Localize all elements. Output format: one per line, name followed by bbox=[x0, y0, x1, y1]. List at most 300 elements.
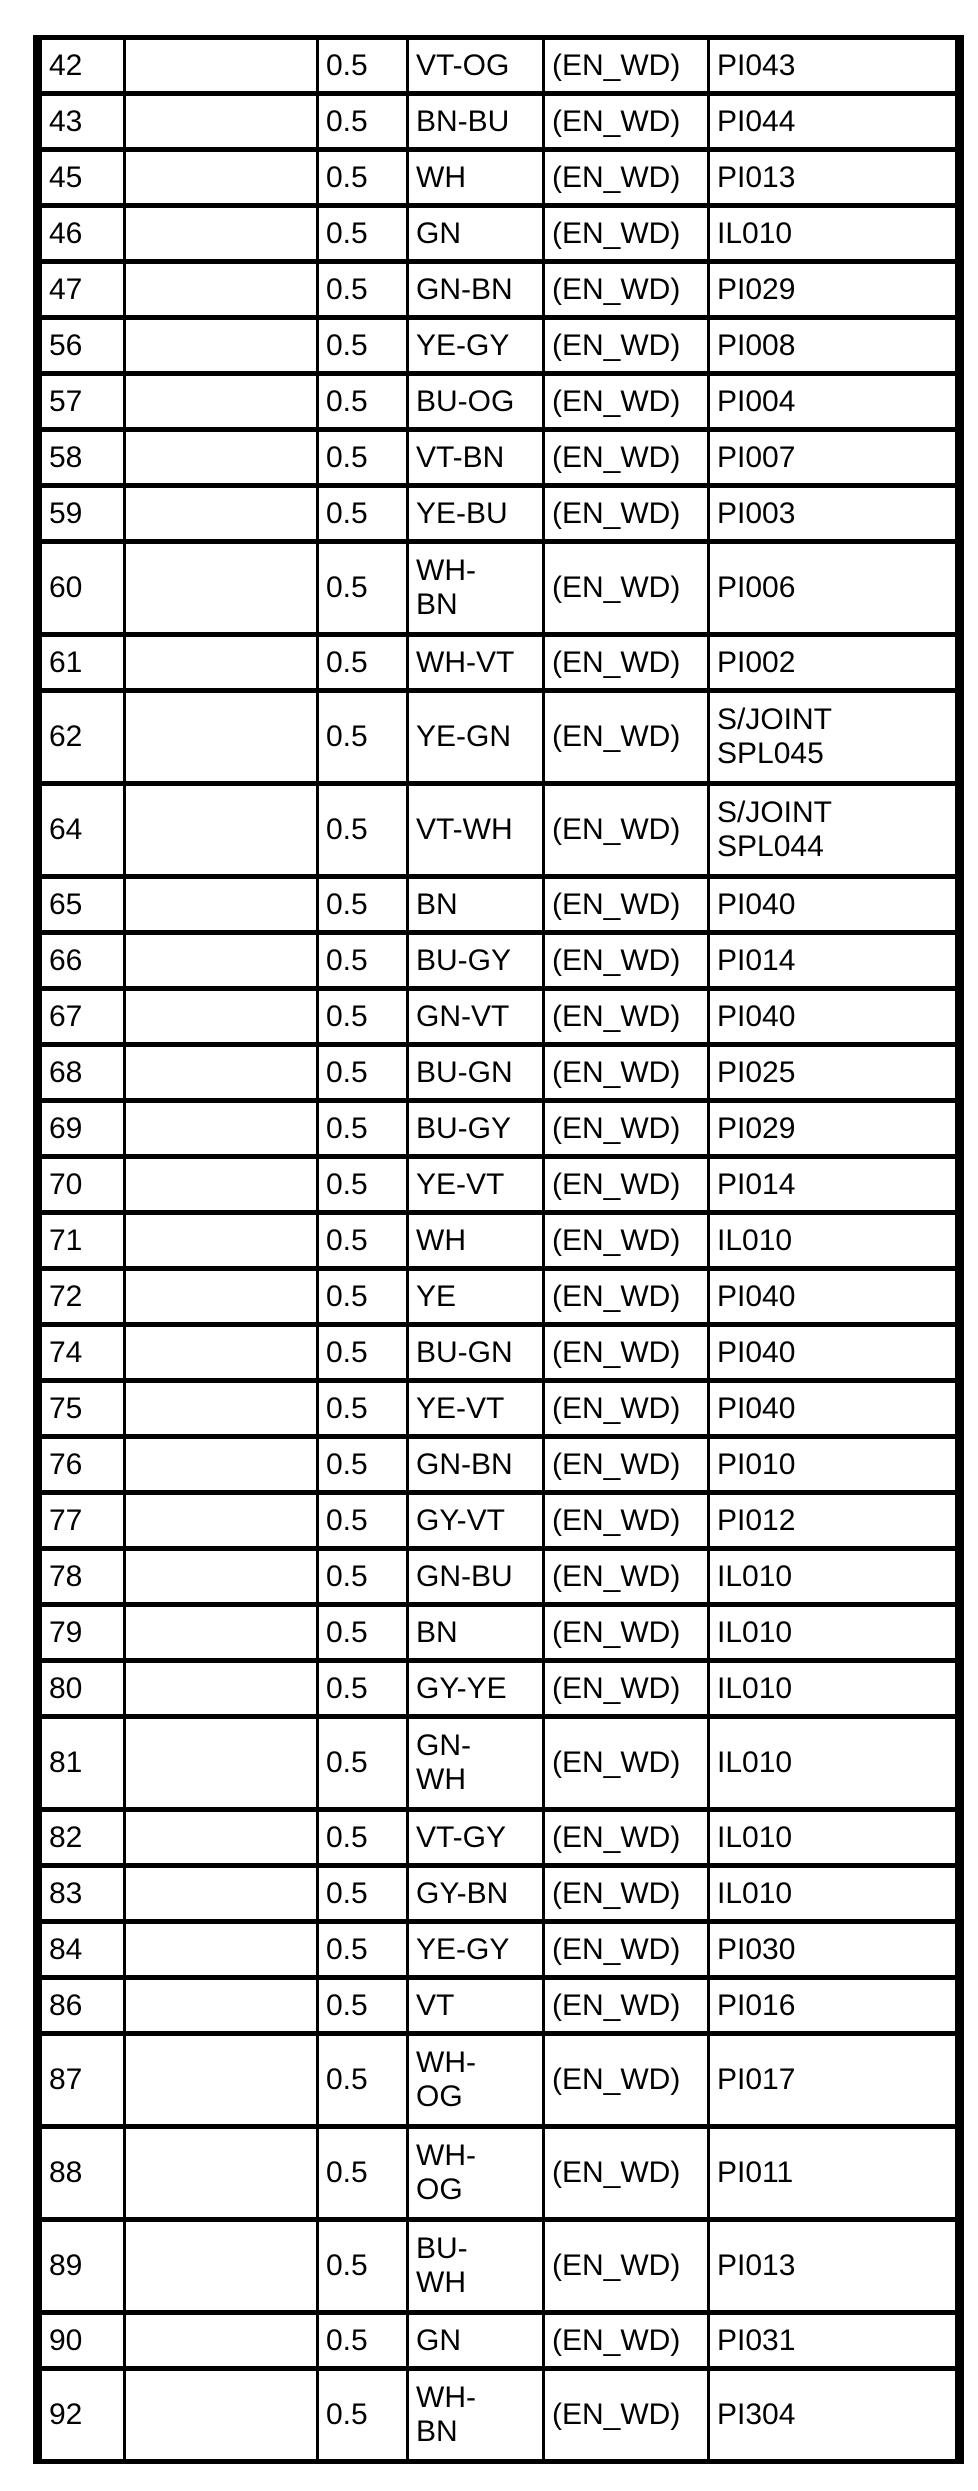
wire-color-text: WH bbox=[416, 2266, 466, 2299]
wire-size-cell: 0.5 bbox=[318, 1978, 408, 2034]
wire-size-cell: 0.5 bbox=[318, 206, 408, 262]
destination-cell bbox=[709, 2034, 960, 2127]
pin-number-cell: 82 bbox=[38, 1810, 125, 1866]
wire-color-cell bbox=[408, 542, 544, 635]
wire-color-cell bbox=[408, 1269, 544, 1325]
wire-size-cell: 0.5 bbox=[318, 1381, 408, 1437]
wire-color-text: VT bbox=[416, 1988, 455, 2022]
wire-size-cell: 0.5 bbox=[318, 2034, 408, 2127]
wire-color-text: WH bbox=[416, 1223, 466, 1257]
table-row bbox=[38, 318, 960, 374]
wire-size-cell: 0.5 bbox=[318, 1922, 408, 1978]
option-code-cell: (EN_WD) bbox=[544, 989, 709, 1045]
wire-size-cell: 0.5 bbox=[318, 933, 408, 989]
table-row bbox=[38, 933, 960, 989]
wire-color-text: VT-WH bbox=[416, 813, 513, 846]
table-row bbox=[38, 1549, 960, 1605]
destination-cell bbox=[709, 1978, 960, 2034]
wire-size-cell: 0.5 bbox=[318, 1810, 408, 1866]
wire-size-cell: 0.5 bbox=[318, 38, 408, 94]
wire-color-cell bbox=[408, 2313, 544, 2369]
wire-color-text: GN-BN bbox=[416, 272, 513, 306]
table-row bbox=[38, 784, 960, 877]
circuit-cell bbox=[125, 784, 318, 877]
circuit-cell bbox=[125, 1213, 318, 1269]
pin-number-cell: 59 bbox=[38, 486, 125, 542]
option-code-cell: (EN_WD) bbox=[544, 486, 709, 542]
table-row bbox=[38, 1810, 960, 1866]
destination-cell bbox=[709, 206, 960, 262]
circuit-cell bbox=[125, 1325, 318, 1381]
destination-cell bbox=[709, 542, 960, 635]
destination-text: PI040 bbox=[717, 1335, 796, 1369]
table-row bbox=[38, 989, 960, 1045]
destination-text: PI029 bbox=[717, 272, 796, 306]
circuit-cell bbox=[125, 2034, 318, 2127]
wire-color-cell bbox=[408, 262, 544, 318]
option-code-cell: (EN_WD) bbox=[544, 1810, 709, 1866]
pin-number-cell: 78 bbox=[38, 1549, 125, 1605]
destination-cell bbox=[709, 38, 960, 94]
wire-color-text: BU-OG bbox=[416, 384, 515, 418]
wire-size-cell: 0.5 bbox=[318, 1325, 408, 1381]
circuit-cell bbox=[125, 635, 318, 691]
circuit-cell bbox=[125, 2220, 318, 2313]
wire-size-cell: 0.5 bbox=[318, 1605, 408, 1661]
wire-color-text: VT-OG bbox=[416, 48, 510, 82]
wire-size-cell: 0.5 bbox=[318, 1549, 408, 1605]
option-code-cell: (EN_WD) bbox=[544, 1269, 709, 1325]
wire-color-cell bbox=[408, 2034, 544, 2127]
circuit-cell bbox=[125, 374, 318, 430]
pin-number-cell: 76 bbox=[38, 1437, 125, 1493]
table-row bbox=[38, 877, 960, 933]
circuit-cell bbox=[125, 1157, 318, 1213]
option-code-cell: (EN_WD) bbox=[544, 1325, 709, 1381]
table-row bbox=[38, 2034, 960, 2127]
pin-number-cell: 46 bbox=[38, 206, 125, 262]
wire-color-cell bbox=[408, 933, 544, 989]
wire-color-text: BU-GN bbox=[416, 1055, 513, 1089]
destination-cell bbox=[709, 1045, 960, 1101]
destination-text: PI016 bbox=[717, 1988, 796, 2022]
option-code-cell: (EN_WD) bbox=[544, 1213, 709, 1269]
wire-color-cell bbox=[408, 486, 544, 542]
table-row bbox=[38, 1493, 960, 1549]
pin-number-cell: 77 bbox=[38, 1493, 125, 1549]
destination-cell bbox=[709, 1605, 960, 1661]
table-row bbox=[38, 2369, 960, 2462]
option-code-cell: (EN_WD) bbox=[544, 1549, 709, 1605]
option-code-cell: (EN_WD) bbox=[544, 1866, 709, 1922]
wire-color-cell bbox=[408, 150, 544, 206]
circuit-cell bbox=[125, 1922, 318, 1978]
wire-color-text: GN bbox=[416, 216, 461, 250]
pin-number-cell: 62 bbox=[38, 691, 125, 784]
destination-text: PI040 bbox=[717, 999, 796, 1033]
pin-table-body bbox=[38, 38, 960, 2462]
option-code-cell: (EN_WD) bbox=[544, 2369, 709, 2462]
wire-size-cell: 0.5 bbox=[318, 94, 408, 150]
circuit-cell bbox=[125, 1717, 318, 1810]
destination-text: PI010 bbox=[717, 1447, 796, 1481]
wire-color-cell bbox=[408, 1922, 544, 1978]
pin-number-cell: 71 bbox=[38, 1213, 125, 1269]
circuit-cell bbox=[125, 38, 318, 94]
wire-color-cell bbox=[408, 374, 544, 430]
pin-number-cell: 61 bbox=[38, 635, 125, 691]
option-code-cell: (EN_WD) bbox=[544, 635, 709, 691]
table-row bbox=[38, 1605, 960, 1661]
pin-number-cell: 69 bbox=[38, 1101, 125, 1157]
wire-color-text: BN bbox=[416, 2415, 458, 2448]
pin-number-cell: 70 bbox=[38, 1157, 125, 1213]
wire-color-text: OG bbox=[416, 2080, 463, 2113]
destination-cell bbox=[709, 877, 960, 933]
table-row bbox=[38, 150, 960, 206]
wire-color-cell bbox=[408, 2220, 544, 2313]
destination-text: PI031 bbox=[717, 2323, 796, 2357]
wire-color-cell bbox=[408, 1810, 544, 1866]
destination-text: PI017 bbox=[717, 2063, 796, 2096]
pin-number-cell: 43 bbox=[38, 94, 125, 150]
circuit-cell bbox=[125, 94, 318, 150]
wire-color-text: BU-GN bbox=[416, 1335, 513, 1369]
wire-color-cell bbox=[408, 1045, 544, 1101]
destination-cell bbox=[709, 374, 960, 430]
table-row bbox=[38, 1978, 960, 2034]
destination-cell bbox=[709, 150, 960, 206]
wire-size-cell: 0.5 bbox=[318, 2369, 408, 2462]
destination-text: SPL044 bbox=[717, 830, 824, 863]
option-code-cell: (EN_WD) bbox=[544, 1717, 709, 1810]
pin-number-cell: 66 bbox=[38, 933, 125, 989]
destination-text: PI014 bbox=[717, 1167, 796, 1201]
pin-number-cell: 74 bbox=[38, 1325, 125, 1381]
table-row bbox=[38, 1325, 960, 1381]
wire-color-text: GY-YE bbox=[416, 1671, 507, 1705]
destination-text: PI007 bbox=[717, 440, 796, 474]
wire-color-text: BN bbox=[416, 887, 458, 921]
circuit-cell bbox=[125, 1437, 318, 1493]
option-code-cell: (EN_WD) bbox=[544, 430, 709, 486]
circuit-cell bbox=[125, 1866, 318, 1922]
wire-size-cell: 0.5 bbox=[318, 989, 408, 1045]
option-code-cell: (EN_WD) bbox=[544, 691, 709, 784]
destination-cell bbox=[709, 430, 960, 486]
destination-cell bbox=[709, 2220, 960, 2313]
pin-number-cell: 89 bbox=[38, 2220, 125, 2313]
wire-color-cell bbox=[408, 1978, 544, 2034]
pin-number-cell: 57 bbox=[38, 374, 125, 430]
option-code-cell: (EN_WD) bbox=[544, 1661, 709, 1717]
wire-size-cell: 0.5 bbox=[318, 374, 408, 430]
destination-text: PI040 bbox=[717, 887, 796, 921]
destination-cell bbox=[709, 1269, 960, 1325]
destination-text: IL010 bbox=[717, 1746, 793, 1779]
destination-cell bbox=[709, 1549, 960, 1605]
pin-number-cell: 60 bbox=[38, 542, 125, 635]
destination-text: SPL045 bbox=[717, 737, 824, 770]
wire-color-text: GN- bbox=[416, 1729, 471, 1762]
destination-text: PI040 bbox=[717, 1391, 796, 1425]
wire-color-cell bbox=[408, 1866, 544, 1922]
table-row bbox=[38, 94, 960, 150]
pin-number-cell: 75 bbox=[38, 1381, 125, 1437]
wire-color-text: YE-GY bbox=[416, 1932, 510, 1966]
destination-cell bbox=[709, 2313, 960, 2369]
wire-size-cell: 0.5 bbox=[318, 784, 408, 877]
destination-text: IL010 bbox=[717, 1671, 793, 1705]
option-code-cell: (EN_WD) bbox=[544, 542, 709, 635]
wire-color-cell bbox=[408, 1101, 544, 1157]
option-code-cell: (EN_WD) bbox=[544, 1437, 709, 1493]
wire-size-cell: 0.5 bbox=[318, 2127, 408, 2220]
destination-text: PI044 bbox=[717, 104, 796, 138]
destination-text: IL010 bbox=[717, 1615, 793, 1649]
pin-number-cell: 56 bbox=[38, 318, 125, 374]
wire-color-cell bbox=[408, 989, 544, 1045]
option-code-cell: (EN_WD) bbox=[544, 318, 709, 374]
wire-color-cell bbox=[408, 318, 544, 374]
option-code-cell: (EN_WD) bbox=[544, 1605, 709, 1661]
circuit-cell bbox=[125, 262, 318, 318]
table-row bbox=[38, 1866, 960, 1922]
wire-size-cell: 0.5 bbox=[318, 1213, 408, 1269]
wire-color-cell bbox=[408, 1549, 544, 1605]
destination-cell bbox=[709, 1101, 960, 1157]
wire-color-cell bbox=[408, 38, 544, 94]
wire-color-text: BU-GY bbox=[416, 943, 512, 977]
pin-number-cell: 83 bbox=[38, 1866, 125, 1922]
destination-cell bbox=[709, 1325, 960, 1381]
circuit-cell bbox=[125, 1101, 318, 1157]
wire-color-text: BN bbox=[416, 588, 458, 621]
wire-color-cell bbox=[408, 94, 544, 150]
destination-text: PI002 bbox=[717, 645, 796, 679]
wire-color-text: VT-GY bbox=[416, 1820, 507, 1854]
circuit-cell bbox=[125, 877, 318, 933]
destination-cell bbox=[709, 635, 960, 691]
option-code-cell: (EN_WD) bbox=[544, 2220, 709, 2313]
wire-color-text: GY-BN bbox=[416, 1876, 509, 1910]
pin-number-cell: 88 bbox=[38, 2127, 125, 2220]
circuit-cell bbox=[125, 2127, 318, 2220]
wire-size-cell: 0.5 bbox=[318, 150, 408, 206]
option-code-cell: (EN_WD) bbox=[544, 374, 709, 430]
wire-size-cell: 0.5 bbox=[318, 691, 408, 784]
table-row bbox=[38, 1381, 960, 1437]
wire-color-cell bbox=[408, 1381, 544, 1437]
pin-number-cell: 67 bbox=[38, 989, 125, 1045]
destination-text: PI003 bbox=[717, 496, 796, 530]
pin-number-cell: 79 bbox=[38, 1605, 125, 1661]
destination-cell bbox=[709, 1493, 960, 1549]
pin-number-cell: 42 bbox=[38, 38, 125, 94]
wire-size-cell: 0.5 bbox=[318, 318, 408, 374]
wire-color-text: YE bbox=[416, 1279, 457, 1313]
circuit-cell bbox=[125, 1549, 318, 1605]
pin-number-cell: 68 bbox=[38, 1045, 125, 1101]
destination-text: IL010 bbox=[717, 1223, 793, 1257]
option-code-cell: (EN_WD) bbox=[544, 1157, 709, 1213]
wire-color-cell bbox=[408, 1661, 544, 1717]
pin-number-cell: 47 bbox=[38, 262, 125, 318]
table-row bbox=[38, 2127, 960, 2220]
pin-number-cell: 84 bbox=[38, 1922, 125, 1978]
destination-text: S/JOINT bbox=[717, 703, 833, 736]
pin-number-cell: 92 bbox=[38, 2369, 125, 2462]
circuit-cell bbox=[125, 206, 318, 262]
wire-color-cell bbox=[408, 1493, 544, 1549]
pin-number-cell: 58 bbox=[38, 430, 125, 486]
option-code-cell: (EN_WD) bbox=[544, 877, 709, 933]
wire-color-text: YE-GN bbox=[416, 720, 512, 753]
wire-color-cell bbox=[408, 1437, 544, 1493]
wire-color-cell bbox=[408, 1717, 544, 1810]
destination-cell bbox=[709, 318, 960, 374]
option-code-cell: (EN_WD) bbox=[544, 933, 709, 989]
wire-color-cell bbox=[408, 784, 544, 877]
circuit-cell bbox=[125, 318, 318, 374]
circuit-cell bbox=[125, 933, 318, 989]
option-code-cell: (EN_WD) bbox=[544, 784, 709, 877]
option-code-cell: (EN_WD) bbox=[544, 1381, 709, 1437]
pin-number-cell: 81 bbox=[38, 1717, 125, 1810]
wire-color-text: WH bbox=[416, 160, 466, 194]
wire-color-text: YE-VT bbox=[416, 1167, 505, 1201]
wire-color-cell bbox=[408, 1157, 544, 1213]
circuit-cell bbox=[125, 1381, 318, 1437]
destination-text: PI013 bbox=[717, 160, 796, 194]
option-code-cell: (EN_WD) bbox=[544, 38, 709, 94]
destination-text: PI011 bbox=[717, 2156, 794, 2189]
circuit-cell bbox=[125, 430, 318, 486]
option-code-cell: (EN_WD) bbox=[544, 94, 709, 150]
table-row bbox=[38, 1101, 960, 1157]
table-row bbox=[38, 486, 960, 542]
wire-color-text: WH- bbox=[416, 2046, 476, 2079]
destination-cell bbox=[709, 933, 960, 989]
table-row bbox=[38, 206, 960, 262]
wire-size-cell: 0.5 bbox=[318, 486, 408, 542]
wire-color-text: WH-VT bbox=[416, 645, 515, 679]
wire-size-cell: 0.5 bbox=[318, 1866, 408, 1922]
destination-text: PI304 bbox=[717, 2398, 796, 2431]
option-code-cell: (EN_WD) bbox=[544, 1493, 709, 1549]
wire-color-cell bbox=[408, 430, 544, 486]
pin-number-cell: 87 bbox=[38, 2034, 125, 2127]
destination-cell bbox=[709, 486, 960, 542]
option-code-cell: (EN_WD) bbox=[544, 2313, 709, 2369]
wire-color-text: GN bbox=[416, 2323, 461, 2357]
wire-size-cell: 0.5 bbox=[318, 1157, 408, 1213]
wire-color-cell bbox=[408, 1605, 544, 1661]
table-row bbox=[38, 1661, 960, 1717]
wire-size-cell: 0.5 bbox=[318, 2220, 408, 2313]
destination-text: PI040 bbox=[717, 1279, 796, 1313]
destination-cell bbox=[709, 1810, 960, 1866]
table-row bbox=[38, 262, 960, 318]
wire-color-text: GN-BU bbox=[416, 1559, 513, 1593]
wire-color-text: YE-VT bbox=[416, 1391, 505, 1425]
wire-color-text: WH bbox=[416, 1763, 466, 1796]
table-row bbox=[38, 38, 960, 94]
option-code-cell: (EN_WD) bbox=[544, 1101, 709, 1157]
destination-cell bbox=[709, 989, 960, 1045]
destination-text: PI012 bbox=[717, 1503, 796, 1537]
circuit-cell bbox=[125, 1661, 318, 1717]
pin-number-cell: 64 bbox=[38, 784, 125, 877]
option-code-cell: (EN_WD) bbox=[544, 2034, 709, 2127]
wire-color-cell bbox=[408, 206, 544, 262]
destination-text: PI004 bbox=[717, 384, 796, 418]
circuit-cell bbox=[125, 1978, 318, 2034]
wire-color-text: WH- bbox=[416, 2381, 476, 2414]
circuit-cell bbox=[125, 691, 318, 784]
option-code-cell: (EN_WD) bbox=[544, 262, 709, 318]
circuit-cell bbox=[125, 1045, 318, 1101]
wire-size-cell: 0.5 bbox=[318, 2313, 408, 2369]
destination-cell bbox=[709, 94, 960, 150]
destination-text: IL010 bbox=[717, 1820, 793, 1854]
circuit-cell bbox=[125, 542, 318, 635]
table-row bbox=[38, 1437, 960, 1493]
table-row bbox=[38, 1157, 960, 1213]
pin-number-cell: 90 bbox=[38, 2313, 125, 2369]
wire-color-text: OG bbox=[416, 2173, 463, 2206]
wire-color-cell bbox=[408, 635, 544, 691]
destination-text: PI008 bbox=[717, 328, 796, 362]
option-code-cell: (EN_WD) bbox=[544, 1978, 709, 2034]
circuit-cell bbox=[125, 2369, 318, 2462]
table-row bbox=[38, 1213, 960, 1269]
destination-cell bbox=[709, 1213, 960, 1269]
wire-color-text: WH- bbox=[416, 554, 476, 587]
destination-text: PI013 bbox=[717, 2249, 796, 2282]
wire-color-cell bbox=[408, 691, 544, 784]
wire-size-cell: 0.5 bbox=[318, 430, 408, 486]
connector-pin-table bbox=[33, 35, 964, 2464]
option-code-cell: (EN_WD) bbox=[544, 1045, 709, 1101]
circuit-cell bbox=[125, 2313, 318, 2369]
wire-size-cell: 0.5 bbox=[318, 1045, 408, 1101]
destination-text: PI025 bbox=[717, 1055, 796, 1089]
destination-text: PI014 bbox=[717, 943, 796, 977]
wire-size-cell: 0.5 bbox=[318, 1101, 408, 1157]
circuit-cell bbox=[125, 1810, 318, 1866]
wire-color-text: BN bbox=[416, 1615, 458, 1649]
table-row bbox=[38, 1045, 960, 1101]
pin-number-cell: 72 bbox=[38, 1269, 125, 1325]
destination-cell bbox=[709, 2127, 960, 2220]
destination-cell bbox=[709, 1717, 960, 1810]
wire-color-text: BU-GY bbox=[416, 1111, 512, 1145]
table-row bbox=[38, 2220, 960, 2313]
destination-text: PI006 bbox=[717, 571, 796, 604]
destination-cell bbox=[709, 1437, 960, 1493]
table-row bbox=[38, 635, 960, 691]
destination-cell bbox=[709, 1157, 960, 1213]
table-row bbox=[38, 2313, 960, 2369]
wire-size-cell: 0.5 bbox=[318, 635, 408, 691]
destination-cell bbox=[709, 262, 960, 318]
circuit-cell bbox=[125, 1269, 318, 1325]
pin-number-cell: 65 bbox=[38, 877, 125, 933]
table-row bbox=[38, 1717, 960, 1810]
wire-color-cell bbox=[408, 1213, 544, 1269]
wire-color-text: GY-VT bbox=[416, 1503, 505, 1537]
